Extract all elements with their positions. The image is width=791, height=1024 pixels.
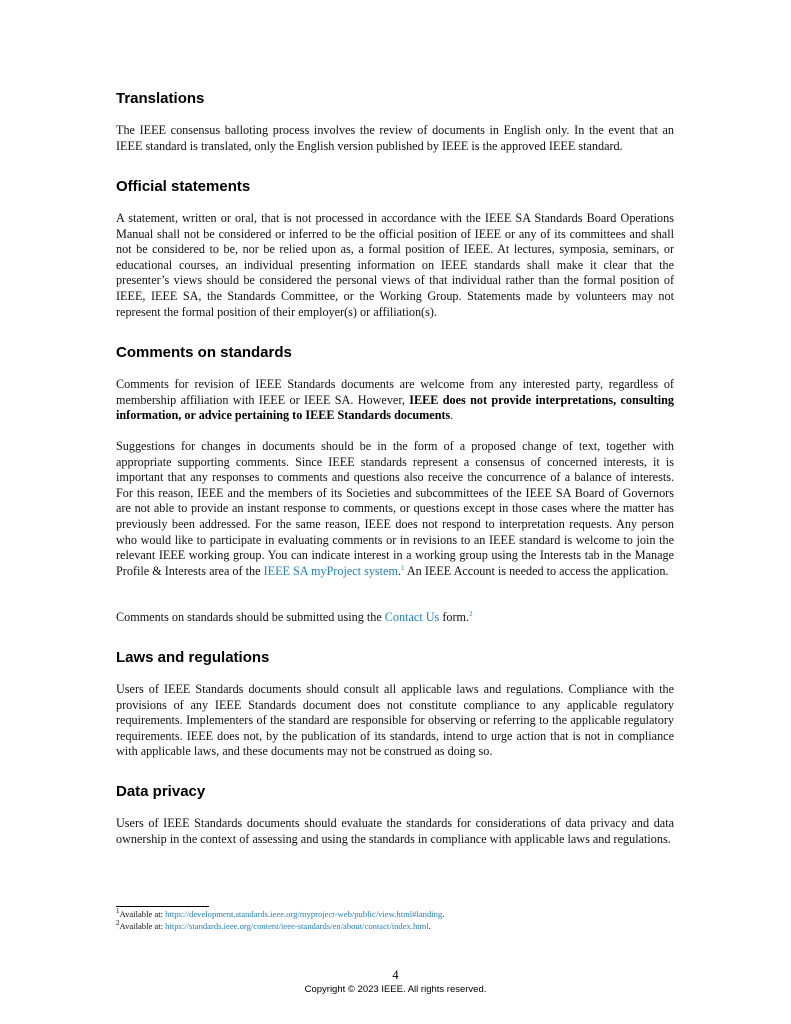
comments-1-end: . [450,408,454,423]
footnote-2-suffix: . [428,921,431,931]
paragraph-translations: The IEEE consensus balloting process involves the review of documents in English only. In the event that an IEEE standard is translated, only the English version published by IEEE is the approved IEEE standard. [116,123,674,153]
comments-3-text: Comments on standards should be submitted using the [116,610,385,624]
paragraph-comments-1 [116,377,674,424]
heading-laws-and-regulations: Laws and regulations [116,649,270,666]
contact-us-link[interactable]: Contact Us [384,610,440,624]
comments-2-text: Suggestions for changes in documents should be in the form of a proposed change of text, together with appropriate supporting comments. Since IEEE standards represent a consensus of concerned interests, it is important that any responses to comments and questions also receive the concurrence of a balance of interests. For this reason, IEEE and the members of its Societies and subcommittees of the IEEE SA Board of Governors are not able to provide an instant response to comments, or questions except in those cases where the matter has previously been addressed. For the same reason, IEEE does not respond to interpretation requests. Any person who would like to participate in evaluating comments or in revisions to an IEEE standard is welcome to join the relevant IEEE working group. You can indicate interest in a working group using the Interests tab in the Manage Profile & Interests area of the [116,439,674,578]
footnote-1-prefix: Available at: [119,909,166,919]
paragraph-data-privacy: Users of IEEE Standards documents should evaluate the standards for considerations of data privacy and data ownership in the context of assessing and using the standards in compliance with applicable laws and regulations. [116,816,674,846]
heading-official-statements: Official statements [116,178,251,195]
comments-2-after-link: . [397,563,401,578]
heading-comments-on-standards: Comments on standards [116,344,292,361]
footnote-1-number: 1 [116,907,120,916]
comments-1-text: Comments for revision of IEEE Standards documents are welcome from any interested party, regardless of membership affiliation with IEEE or IEEE SA. However, [116,377,674,407]
footnote-ref-2[interactable]: 2 [469,609,473,618]
footnote-ref-1[interactable]: 1 [401,563,405,572]
footnote-2-prefix: Available at: [119,921,166,931]
heading-translations: Translations [116,90,205,107]
comments-3-end: form. [439,610,470,624]
heading-data-privacy: Data privacy [116,783,206,800]
footnote-1-suffix: . [442,909,445,919]
copyright-notice: Copyright © 2023 IEEE. All rights reserved. [304,984,487,995]
myproject-link[interactable]: IEEE SA myProject system [263,563,398,578]
page-number: 4 [392,968,399,982]
footnote-2 [116,921,431,932]
paragraph-official-statements: A statement, written or oral, that is not processed in accordance with the IEEE SA Standards Board Operations Manual shall not be considered or inferred to be the official position of IEEE or any of its committees and shall not be considered to be, nor be relied upon as, a formal position of IEEE. At lectures, symposia, seminars, or educational courses, an individual presenting information on IEEE standards shall make it clear that the presenter’s views should be considered the personal views of that individual rather than the formal position of IEEE, IEEE SA, the Standards Committee, or the Working Group. Statements made by volunteers may not represent the formal position of their employer(s) or affiliation(s). [116,211,674,319]
paragraph-laws: Users of IEEE Standards documents should consult all applicable laws and regulations. Compliance with the provisions of any IEEE Standards document does not constitute compliance to any applicable regulatory requirements. Implementers of the standard are responsible for observing or referring to the applicable regulatory requirements. IEEE does not, by the publication of its standards, intend to urge action that is not in compliance with applicable laws, and these documents may not be construed as doing so. [116,682,674,759]
footnote-2-number: 2 [116,919,120,928]
comments-1-bold: IEEE does not provide interpretations, consulting information, or advice pertaining to IEEE Standards documents [116,392,674,423]
footnote-divider [116,906,209,907]
footnote-1-url[interactable]: https://development.standards.ieee.org/myproject-web/public/view.html#landing [165,909,443,919]
paragraph-comments-3 [116,610,674,626]
paragraph-comments-2 [116,439,674,579]
footnote-1 [116,909,444,920]
comments-2-end: An IEEE Account is needed to access the application. [404,563,669,578]
footnote-2-url[interactable]: https://standards.ieee.org/content/ieee-standards/en/about/contact/index.html [165,921,429,931]
